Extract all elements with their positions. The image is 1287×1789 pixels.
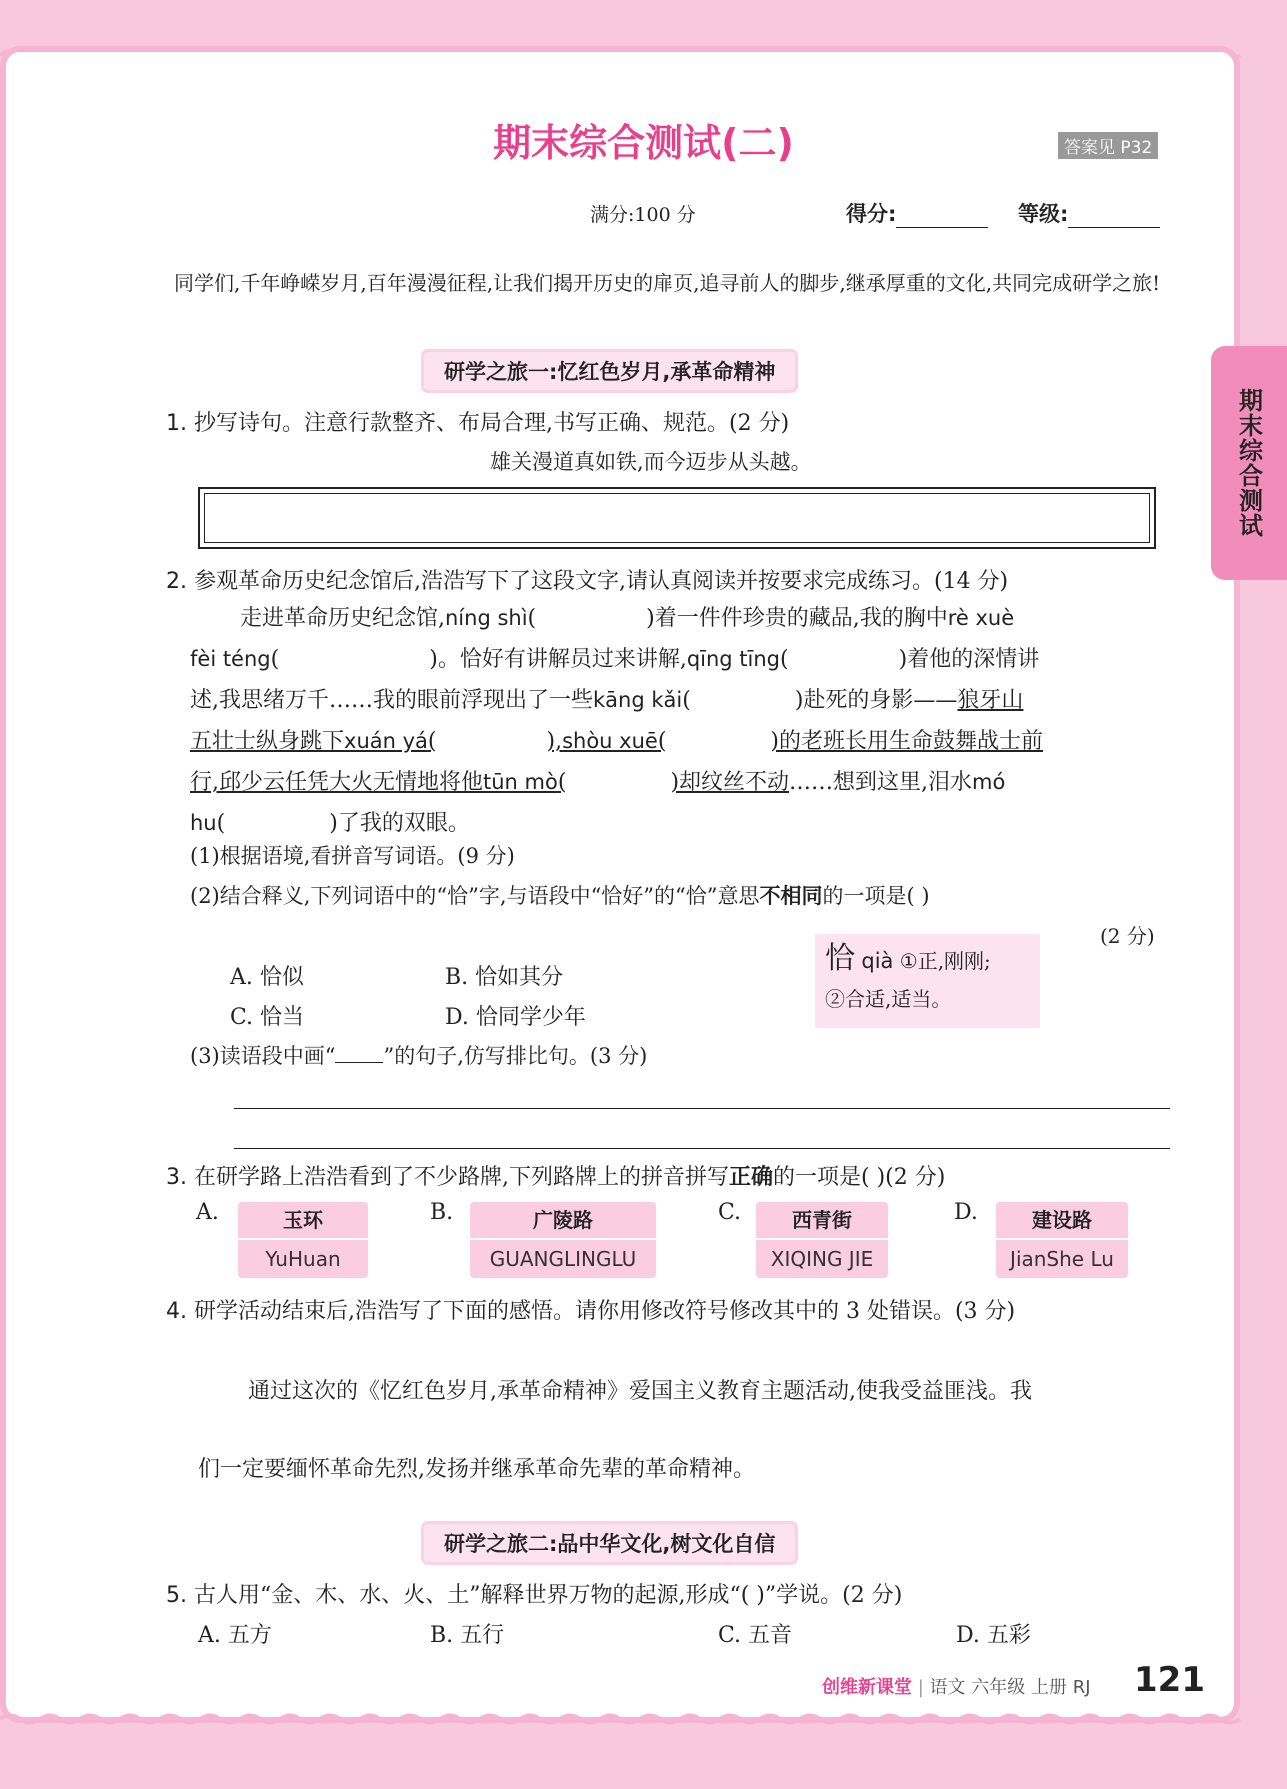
definition-char: 恰 [825,941,855,976]
underlined-sentence: 五壮士纵身跳下 [190,729,345,754]
question-3-text: 在研学路上浩浩看到了不少路牌,下列路牌上的拼音拼写 [194,1165,729,1190]
footer-brand: 创维新课堂 [822,1677,912,1698]
footer: 创维新课堂 | 语文 六年级 上册 RJ [822,1677,1091,1698]
question-1-number: 1. [166,411,187,436]
sign-c-letter: C. [718,1200,742,1225]
definition-line-1: ①正,刚刚; [899,949,991,973]
option-d[interactable] [445,1000,586,1031]
sign-b-letter: B. [430,1200,454,1225]
sub-2-score: (2 分) [1100,924,1155,948]
option-d-label: D. 恰同学少年 [445,1005,586,1030]
road-sign-c[interactable] [756,1202,888,1278]
road-sign-d-name: 建设路 [996,1202,1128,1240]
pinyin-mohu-1: mó [972,770,1006,794]
road-sign-a-pinyin: YuHuan [265,1247,341,1271]
question-4-number: 4. [166,1299,187,1324]
question-2-sub-3 [190,1040,647,1070]
option-b-label: B. 恰如其分 [445,965,564,990]
grade-label: 等级: [1018,202,1069,226]
answer-line-1[interactable] [234,1108,1170,1109]
question-4-line-1: 通过这次的《忆红色岁月,承革命精神》爱国主义教育主题活动,使我受益匪浅。我 [248,1379,1032,1404]
question-3-emphasis: 正确 [729,1165,774,1190]
passage-text: 着一件件珍贵的藏品,我的胸中 [654,606,948,631]
option-a-label: A. 恰似 [230,965,304,990]
section-banner-1: 研学之旅一:忆红色岁月,承革命精神 [424,352,795,390]
option-c-label: C. 恰当 [230,1005,305,1030]
q5-option-b[interactable]: B. 五行 [430,1623,505,1648]
road-sign-a-name: 玉环 [238,1202,368,1240]
question-3-number: 3. [166,1165,187,1190]
question-5-number: 5. [166,1583,187,1608]
sub-2-text: (2)结合释义,下列词语中的“恰”字,与语段中“恰好”的“恰”意思 [190,884,760,908]
reading-passage: 走进革命历史纪念馆,níng shì( )着一件件珍贵的藏品,我的胸中rè xuè fèi téng( )。恰好有讲解员过来讲解,qīng tīng( )着他的深情讲 述,我思绪万千……我的眼前浮现出了一些kāng kǎi( )赴死的身影——狼牙山 五壮士纵身跳下xuán yá( ),shòu xuē( )的老班长用生命鼓舞战士前 行,邱少云任凭大火无情地将他tūn mò( )却纹丝不动……想到这里,泪水mó hu( )了我的双眼。 [190,606,1044,836]
pinyin-qingting: qīng tīng [686,647,780,671]
copy-writing-box[interactable] [198,487,1156,549]
wavy-border-bottom [0,1712,1287,1726]
pinyin-feiteng: fèi téng [190,647,271,671]
question-5-text: 古人用“金、木、水、火、土”解释世界万物的起源,形成“( )”学说。(2 分) [194,1583,903,1608]
passage-text: 着他的深情讲 [907,647,1040,672]
underlined-sentence: 行,邱少云任凭大火无情地将他 [190,770,483,795]
score-field [846,198,988,228]
road-sign-b[interactable] [470,1202,656,1278]
question-2-text: 参观革命历史纪念馆后,浩浩写下了这段文字,请认真阅读并按要求完成练习。(14 分) [194,569,1009,594]
question-4 [166,1294,1015,1325]
definition-pinyin: qià [861,949,894,973]
pinyin-kangkai: kāng kǎi [593,688,683,712]
passage-text: 述,我思绪万千……我的眼前浮现出了一些 [190,688,593,713]
sub-3-text-a: (3)读语段中画“ [190,1044,336,1068]
pinyin-tunmo: tūn mò [483,770,558,794]
grade-blank[interactable] [1068,209,1160,228]
passage-text: 了我的双眼。 [337,811,470,836]
underlined-sentence: 的老班长用生命鼓舞战士前 [779,729,1044,754]
question-4-text: 研学活动结束后,浩浩写了下面的感悟。请你用修改符号修改其中的 3 处错误。(3 分) [194,1299,1016,1324]
question-2-sub-1: (1)根据语境,看拼音写词语。(9 分) [190,844,515,868]
sub-2-answer-blank[interactable]: 的一项是( ) [822,884,930,908]
definition-line-2: ②合适,适当。 [825,987,952,1011]
pinyin-shouxue: shòu xuē [562,729,658,753]
sign-a-letter: A. [196,1200,219,1225]
pinyin-ningshi: níng shì [445,606,528,630]
pinyin-xuanya: xuán yá [344,729,428,753]
pinyin-rexue: rè xuè [947,606,1015,630]
question-2 [166,564,1008,595]
question-1 [166,406,789,437]
option-c[interactable] [230,1000,304,1031]
road-sign-a[interactable] [238,1202,368,1278]
question-1-text: 抄写诗句。注意行款整齐、布局合理,书写正确、规范。(2 分) [194,411,790,436]
question-2-number: 2. [166,569,187,594]
question-3-answer-blank[interactable]: 的一项是( )(2 分) [773,1165,946,1190]
road-sign-b-pinyin: GUANGLINGLU [489,1247,637,1271]
full-score: 满分:100 分 [590,204,696,226]
road-sign-c-name: 西青街 [756,1202,888,1240]
passage-text: ……想到这里,泪水 [789,770,973,795]
answer-line-2[interactable] [234,1148,1170,1149]
option-b[interactable] [445,960,563,991]
definition-box [815,934,1040,1028]
score-label: 得分: [846,202,897,226]
side-tab [1211,346,1287,580]
page-number: 121 [1134,1660,1205,1700]
score-blank[interactable] [896,209,988,228]
side-tab-label: 期末综合测试 [1234,388,1263,538]
pinyin-mohu-2: hu [190,811,217,835]
passage-text: 。恰好有讲解员过来讲解, [437,647,687,672]
question-5 [166,1578,902,1609]
underlined-sentence: 狼牙山 [957,688,1024,713]
road-sign-b-name: 广陵路 [470,1202,656,1240]
option-a[interactable] [230,960,304,991]
road-sign-d-pinyin: JianShe Lu [1010,1247,1114,1271]
page-title: 期末综合测试(二) [493,121,794,165]
underline-sample [335,1044,383,1063]
passage-text: 赴死的身影—— [803,688,958,713]
q5-option-a[interactable]: A. 五方 [198,1623,272,1648]
section-banner-2: 研学之旅二:品中华文化,树文化自信 [424,1524,795,1562]
underlined-sentence: 却纹丝不动 [679,770,790,795]
intro-paragraph: 同学们,千年峥嵘岁月,百年漫漫征程,让我们揭开历史的扉页,追寻前人的脚步,继承厚重的文化,共同完成研学之旅! [174,271,1161,295]
road-sign-d[interactable] [996,1202,1128,1278]
q5-option-c[interactable]: C. 五音 [718,1623,793,1648]
sign-d-letter: D. [954,1200,978,1225]
grade-field [1018,198,1160,228]
answer-reference: 答案见 P32 [1058,132,1158,159]
road-sign-c-pinyin: XIQING JIE [770,1247,874,1271]
question-3 [166,1160,945,1191]
passage-text: 走进革命历史纪念馆, [240,606,445,631]
question-2-sub-2 [190,880,930,910]
question-4-line-2: 们一定要缅怀革命先烈,发扬并继承革命先辈的革命精神。 [198,1457,755,1482]
poem-line: 雄关漫道真如铁,而今迈步从头越。 [490,450,812,474]
sub-3-text-b: ”的句子,仿写排比句。(3 分) [383,1044,648,1068]
sub-2-emphasis: 不相同 [759,884,823,908]
footer-info: 语文 六年级 上册 RJ [929,1677,1091,1698]
q5-option-d[interactable]: D. 五彩 [956,1623,1031,1648]
